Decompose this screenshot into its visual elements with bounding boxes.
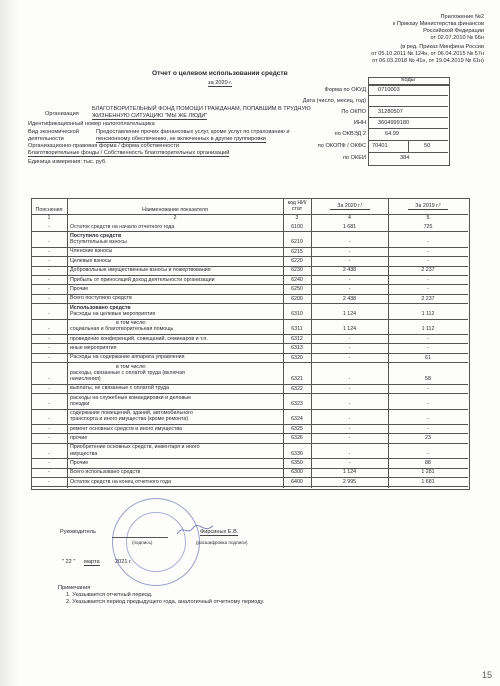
row-name: Прочие — [70, 459, 89, 466]
row-value-2019: 1 112 — [421, 326, 435, 333]
row-code: 6311 — [291, 326, 303, 333]
row-value-2020: 2 438 — [342, 295, 357, 302]
row-value-2020: 1 124 — [342, 469, 357, 476]
row-value-2019: 1 681 — [421, 478, 435, 485]
row-name: в том числе: — [116, 363, 147, 370]
col-header: Наименование показателя — [142, 207, 208, 213]
row-value-2019: 23 — [425, 435, 431, 442]
row-value-2019: 61 — [425, 354, 431, 361]
row-code: 6313 — [291, 345, 303, 352]
row-explanation: - — [48, 223, 50, 230]
row-explanation: - — [48, 425, 50, 432]
row-name: поездки — [70, 400, 90, 407]
row-value-2019: - — [427, 248, 429, 255]
row-explanation: - — [48, 310, 50, 317]
row-name: начисления) — [70, 376, 101, 383]
row-explanation: - — [48, 326, 50, 333]
row-value-2020: 1 681 — [342, 223, 357, 230]
row-name: проведение конференций, совещаний, семинаров и т.п. — [70, 335, 208, 342]
row-explanation: - — [48, 248, 50, 255]
appendix-line: от 05.10.2011 № 124н, от 06.04.2015 № 57н — [371, 51, 484, 57]
name-hint: (расшифровка подписи) — [196, 540, 248, 545]
row-explanation: - — [48, 435, 50, 442]
row-divider — [31, 486, 468, 487]
row-value-2019: - — [427, 257, 429, 264]
row-value-2020: - — [348, 239, 351, 246]
org-name: ЖИЗНЕННУЮ СИТУАЦИЮ "МЫ ЖЕ ЛЮДИ" — [92, 113, 208, 119]
col-number: 2 — [173, 215, 177, 221]
activity-value: Предоставление прочих финансовых услуг, кроме услуг по страхованию и — [96, 129, 290, 135]
row-name: Приобретение основных средств, инвентаря и иного — [70, 444, 200, 451]
row-name: Расходы на целевые мероприятия — [70, 310, 156, 317]
row-value-2019: 2 237 — [421, 267, 435, 274]
row-name: расходы на служебные командировки и деловые — [70, 394, 192, 401]
code-value: 31280507 — [378, 109, 403, 115]
row-value-2020: 2 995 — [342, 478, 357, 485]
row-code: 6220 — [291, 257, 303, 264]
row-code: 6312 — [291, 335, 303, 342]
code-value: 70401 — [372, 143, 388, 149]
row-divider — [31, 362, 468, 363]
row-code: 6322 — [291, 385, 303, 392]
col-header: За 2019 г.² — [408, 203, 448, 210]
row-name: Использовано средств — [70, 304, 131, 311]
codes-header: Коды — [401, 77, 415, 83]
code-value: 64.99 — [385, 131, 399, 137]
row-name: содержание помещений, зданий, автомобильного — [70, 410, 193, 417]
note: 1. Указывается отчетный период. — [66, 592, 153, 598]
row-code: 6321 — [291, 376, 303, 383]
code-label: Дата (число, месяц, год) — [302, 98, 366, 104]
row-value-2020: - — [348, 354, 351, 361]
row-name: Прочие — [70, 285, 89, 292]
row-name: Остаток средств на конец отчетного года — [70, 478, 171, 485]
row-code: 6250 — [291, 286, 303, 293]
row-name: Членские взносы — [70, 248, 113, 255]
row-explanation: - — [48, 276, 50, 283]
code-label: ИНН — [353, 120, 366, 126]
row-code: 6230 — [291, 267, 303, 274]
appendix-line: от 02.07.2010 № 66н — [430, 35, 484, 41]
row-name: прочие — [70, 434, 88, 441]
row-value-2020: 2 438 — [342, 267, 357, 274]
row-name: Целевые взносы — [70, 257, 112, 264]
row-name: Добровольные имущественные взносы и пожертвования — [70, 267, 211, 274]
row-value-2019: 725 — [423, 223, 433, 230]
row-code: 6400 — [291, 478, 303, 485]
row-code: 6215 — [291, 248, 303, 255]
col-number: 5 — [426, 215, 430, 221]
row-explanation: - — [48, 385, 50, 392]
row-explanation: - — [48, 345, 50, 352]
col-number: 1 — [47, 215, 51, 221]
legal-form-value: Благотворительные фонды / Собственность благотворительных организаций — [28, 150, 230, 156]
code-value: 3604999180 — [378, 120, 410, 126]
row-value-2019: 58 — [425, 376, 431, 383]
row-value-2020: - — [348, 376, 351, 383]
row-value-2020: - — [348, 257, 351, 264]
page-mark: 15 — [482, 670, 493, 680]
row-value-2020: - — [348, 435, 351, 442]
note: 2. Указывается период предыдущего года, аналогичный отчетному периоду. — [66, 599, 265, 605]
row-name: Всего поступило средств — [70, 295, 132, 302]
col-header: За 2020 г.¹ — [330, 203, 370, 210]
row-value-2020: - — [348, 345, 351, 352]
sign-hint: (подпись) — [132, 540, 153, 545]
activity-value: пенсионному обеспечению, не включенных в другие группировки — [96, 136, 266, 142]
report-period: за 2020 г. — [208, 80, 233, 86]
col-number: 4 — [348, 215, 351, 221]
row-value-2019: 88 — [425, 459, 431, 466]
row-name: социальная и благотворительная помощь — [70, 326, 174, 333]
row-name: расходы, связанные с оплатой труда (включая — [70, 369, 185, 376]
row-explanation: - — [48, 459, 50, 466]
row-value-2020: - — [348, 450, 351, 457]
col-number: 3 — [295, 215, 299, 221]
row-explanation: - — [48, 335, 50, 342]
inn-label: Идентификационный номер налогоплательщика — [28, 121, 155, 127]
row-name: ремонт основных средств и иного имущества — [70, 425, 183, 432]
row-value-2019: - — [427, 425, 429, 432]
row-explanation: - — [48, 376, 50, 383]
row-value-2019: - — [427, 239, 429, 246]
row-explanation: - — [48, 257, 50, 264]
row-value-2020: - — [348, 416, 351, 423]
row-value-2020: - — [348, 425, 351, 432]
row-value-2020: 1 124 — [342, 310, 357, 317]
appendix-line: (в ред. Приказ Минфина России — [400, 44, 484, 50]
row-name: имущества — [70, 450, 98, 457]
row-code: 6210 — [291, 239, 303, 246]
row-divider — [31, 319, 468, 320]
row-value-2019: 2 237 — [421, 295, 435, 302]
row-name: транспорта и иного имущества (кроме ремонта) — [70, 416, 189, 423]
code-value: 384 — [400, 155, 410, 161]
legal-form-label: Организационно-правовая форма / форма собственности — [28, 143, 179, 149]
row-value-2019: - — [427, 400, 429, 407]
row-value-2019: - — [427, 345, 429, 352]
col-header: код НИ/ — [287, 200, 307, 206]
date-month: марта — [84, 559, 100, 565]
row-name: Прибыль от приносящей доход деятельности организации — [70, 276, 215, 283]
col-header: стат — [291, 206, 303, 212]
row-name: Вступительные взносы — [70, 239, 127, 246]
appendix-line: Российской Федерации — [423, 28, 484, 34]
code-label: Форма по ОКУД — [324, 87, 366, 93]
row-value-2019: - — [427, 276, 429, 283]
page-title: Отчет о целевом использовании средств — [152, 70, 288, 77]
row-name: Поступило средств — [70, 232, 122, 239]
row-code: 6350 — [291, 459, 303, 466]
row-code: 6300 — [291, 469, 303, 476]
row-code: 6325 — [291, 425, 303, 432]
appendix-line: к Приказу Министерства финансов — [392, 21, 484, 27]
row-name: Расходы на содержание аппарата управления — [70, 354, 185, 361]
row-name: Всего использовано средств — [70, 469, 141, 476]
activity-label: деятельности — [28, 136, 64, 142]
code-label: по ОКЕИ — [342, 155, 366, 161]
row-name: выплаты, не связанные с оплатой труда — [70, 385, 170, 392]
row-value-2020: - — [348, 276, 351, 283]
row-value-2019: - — [427, 335, 429, 342]
org-label: Организация — [45, 111, 79, 117]
row-value-2020: - — [348, 385, 351, 392]
row-value-2019: - — [427, 416, 429, 423]
row-value-2020: 1 124 — [342, 326, 357, 333]
row-value-2020: - — [348, 400, 351, 407]
row-explanation: - — [48, 267, 50, 274]
row-value-2019: 1 112 — [421, 310, 435, 317]
row-name: Остаток средств на начало отчетного года — [70, 223, 175, 230]
row-value-2020: - — [348, 459, 351, 466]
row-code: 6200 — [291, 295, 303, 302]
row-explanation: - — [48, 400, 50, 407]
row-code: 6100 — [291, 223, 303, 230]
row-value-2020: - — [348, 248, 351, 255]
row-explanation: - — [48, 416, 50, 423]
scan-edge — [0, 0, 18, 686]
row-explanation: - — [48, 239, 50, 246]
row-explanation: - — [48, 295, 50, 302]
code-label: по ОКВЭД 2 — [334, 131, 366, 137]
code-value: 0710003 — [378, 87, 400, 93]
row-code: 6240 — [291, 276, 303, 283]
head-name: Фирсиных Е.В. — [200, 529, 239, 535]
activity-label: Вид экономической — [28, 129, 79, 135]
row-name: иные мероприятия — [70, 344, 117, 351]
row-code: 6310 — [291, 310, 303, 317]
units-label: Единица измерения: тыс. руб. — [28, 159, 107, 165]
row-explanation: - — [48, 450, 50, 457]
row-value-2020: - — [348, 335, 351, 342]
row-value-2019: - — [427, 286, 429, 293]
row-explanation: - — [48, 286, 50, 293]
head-label: Руководитель — [60, 529, 97, 535]
appendix-line: Приложение №2 — [440, 14, 484, 20]
row-code: 6330 — [291, 450, 303, 457]
row-explanation: - — [48, 354, 50, 361]
col-header: Пояснения — [35, 207, 63, 213]
code-label: по ОКОПФ / ОКФС — [317, 143, 366, 149]
row-value-2019: - — [427, 450, 429, 457]
row-name: в том числе: — [116, 320, 147, 327]
notes-title: Примечания — [58, 585, 91, 591]
row-code: 6323 — [291, 400, 303, 407]
row-code: 6320 — [291, 354, 303, 361]
row-value-2020: - — [348, 286, 351, 293]
row-explanation: - — [48, 478, 50, 485]
code-value: 50 — [424, 143, 431, 149]
appendix-line: от 06.03.2018 № 41н, от 19.04.2019 № 61н) — [371, 58, 484, 64]
org-name: БЛАГОТВОРИТЕЛЬНЫЙ ФОНД ПОМОЩИ ГРАЖДАНАМ, ПОПАВШИМ В ТРУДНУЮ — [92, 106, 311, 112]
row-code: 6326 — [291, 435, 303, 442]
row-explanation: - — [48, 469, 50, 476]
date-year: 2021 г. — [115, 559, 132, 565]
code-label: По ОКПО — [341, 109, 366, 115]
row-value-2019: - — [427, 385, 429, 392]
row-code: 6324 — [291, 416, 303, 423]
date-day: " 22 " — [62, 559, 76, 565]
row-value-2019: 1 281 — [421, 469, 435, 476]
